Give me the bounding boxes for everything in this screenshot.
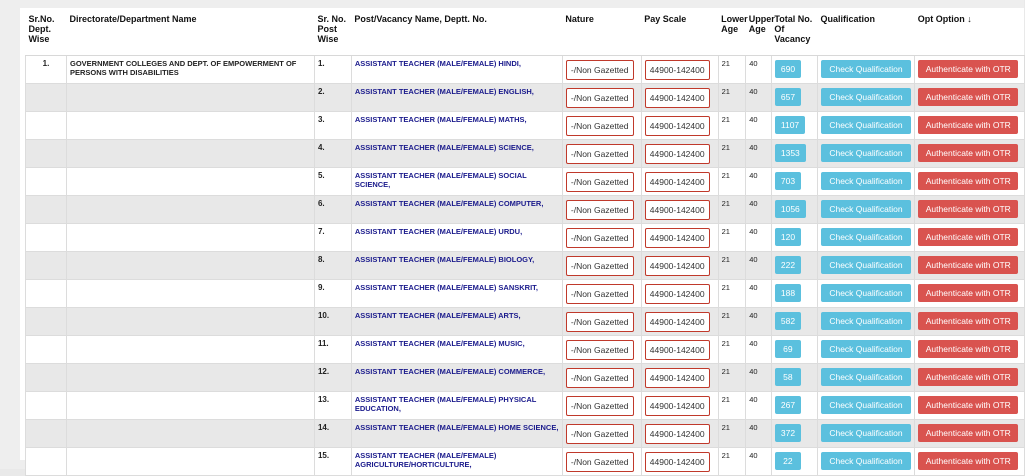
table-row	[26, 55, 1025, 83]
row-post-name: ASSISTANT TEACHER (MALE/FEMALE) SOCIAL SCIENCE,	[351, 167, 562, 195]
header-opt-option[interactable]: Opt Option ↓	[915, 11, 1025, 55]
vacancy-count-badge: 1107	[775, 116, 805, 134]
row-sr-post: 5.	[314, 167, 351, 195]
vacancy-count-badge: 372	[775, 424, 801, 442]
authenticate-otr-button[interactable]: Authenticate with OTR	[918, 144, 1018, 162]
check-qualification-button[interactable]: Check Qualification	[821, 144, 911, 162]
row-pay-scale-cell	[641, 307, 718, 335]
vacancy-count-badge: 188	[775, 284, 801, 302]
row-sr-dept	[26, 223, 67, 251]
row-upper-age: 40	[746, 447, 772, 475]
row-upper-age: 40	[746, 111, 772, 139]
row-vacancy-cell	[771, 167, 817, 195]
row-opt-cell	[915, 167, 1025, 195]
row-nature-cell	[562, 83, 641, 111]
vacancy-table-panel	[20, 8, 1024, 469]
check-qualification-button[interactable]: Check Qualification	[821, 116, 911, 134]
table-header-row	[26, 11, 1025, 55]
table-row	[26, 223, 1025, 251]
header-sr-post: Sr. No. Post Wise	[314, 11, 351, 55]
row-qualification-cell	[817, 139, 914, 167]
row-sr-post: 13.	[314, 391, 351, 419]
pay-scale-badge: 44900-142400	[645, 116, 710, 136]
row-nature-cell	[562, 279, 641, 307]
row-sr-post: 1.	[314, 55, 351, 83]
row-sr-post: 6.	[314, 195, 351, 223]
check-qualification-button[interactable]: Check Qualification	[821, 424, 911, 442]
row-qualification-cell	[817, 251, 914, 279]
nature-badge: -/Non Gazetted	[566, 368, 634, 388]
row-dept-name	[66, 363, 314, 391]
vacancy-count-badge: 657	[775, 88, 801, 106]
row-vacancy-cell	[771, 139, 817, 167]
row-opt-cell	[915, 419, 1025, 447]
row-upper-age: 40	[746, 307, 772, 335]
nature-badge: -/Non Gazetted	[566, 312, 634, 332]
row-qualification-cell	[817, 167, 914, 195]
row-opt-cell	[915, 195, 1025, 223]
pay-scale-badge: 44900-142400	[645, 256, 710, 276]
pay-scale-badge: 44900-142400	[645, 88, 710, 108]
pay-scale-badge: 44900-142400	[645, 396, 710, 416]
row-dept-name	[66, 279, 314, 307]
authenticate-otr-button[interactable]: Authenticate with OTR	[918, 228, 1018, 246]
row-upper-age: 40	[746, 139, 772, 167]
pay-scale-badge: 44900-142400	[645, 200, 710, 220]
table-row	[26, 307, 1025, 335]
row-qualification-cell	[817, 335, 914, 363]
row-pay-scale-cell	[641, 111, 718, 139]
row-post-name: ASSISTANT TEACHER (MALE/FEMALE) COMMERCE,	[351, 363, 562, 391]
row-post-name: ASSISTANT TEACHER (MALE/FEMALE) SANSKRIT,	[351, 279, 562, 307]
nature-badge: -/Non Gazetted	[566, 284, 634, 304]
row-post-name: ASSISTANT TEACHER (MALE/FEMALE) HOME SCIENCE,	[351, 419, 562, 447]
row-qualification-cell	[817, 195, 914, 223]
row-sr-dept	[26, 279, 67, 307]
row-pay-scale-cell	[641, 335, 718, 363]
row-dept-name	[66, 447, 314, 475]
row-sr-dept	[26, 139, 67, 167]
row-post-name: ASSISTANT TEACHER (MALE/FEMALE) SCIENCE,	[351, 139, 562, 167]
authenticate-otr-button[interactable]: Authenticate with OTR	[918, 396, 1018, 414]
row-sr-post: 3.	[314, 111, 351, 139]
row-sr-post: 11.	[314, 335, 351, 363]
row-sr-dept	[26, 167, 67, 195]
row-dept-name	[66, 419, 314, 447]
authenticate-otr-button[interactable]: Authenticate with OTR	[918, 60, 1018, 78]
row-pay-scale-cell	[641, 223, 718, 251]
row-vacancy-cell	[771, 307, 817, 335]
row-upper-age: 40	[746, 251, 772, 279]
row-pay-scale-cell	[641, 167, 718, 195]
row-lower-age: 21	[718, 139, 746, 167]
nature-badge: -/Non Gazetted	[566, 452, 634, 472]
row-vacancy-cell	[771, 447, 817, 475]
row-post-name: ASSISTANT TEACHER (MALE/FEMALE) PHYSICAL EDUCATION,	[351, 391, 562, 419]
row-vacancy-cell	[771, 363, 817, 391]
row-post-name: ASSISTANT TEACHER (MALE/FEMALE) ENGLISH,	[351, 83, 562, 111]
authenticate-otr-button[interactable]: Authenticate with OTR	[918, 312, 1018, 330]
row-dept-name: GOVERNMENT COLLEGES AND DEPT. OF EMPOWERMENT OF PERSONS WITH DISABILITIES	[66, 55, 314, 83]
row-opt-cell	[915, 279, 1025, 307]
row-post-name: ASSISTANT TEACHER (MALE/FEMALE) ARTS,	[351, 307, 562, 335]
row-upper-age: 40	[746, 195, 772, 223]
nature-badge: -/Non Gazetted	[566, 424, 634, 444]
row-nature-cell	[562, 335, 641, 363]
nature-badge: -/Non Gazetted	[566, 200, 634, 220]
row-qualification-cell	[817, 55, 914, 83]
row-upper-age: 40	[746, 279, 772, 307]
row-lower-age: 21	[718, 391, 746, 419]
row-dept-name	[66, 307, 314, 335]
row-upper-age: 40	[746, 167, 772, 195]
row-dept-name	[66, 83, 314, 111]
row-vacancy-cell	[771, 335, 817, 363]
row-lower-age: 21	[718, 335, 746, 363]
row-lower-age: 21	[718, 223, 746, 251]
table-body	[26, 55, 1025, 475]
row-qualification-cell	[817, 111, 914, 139]
row-upper-age: 40	[746, 335, 772, 363]
row-sr-dept	[26, 335, 67, 363]
pay-scale-badge: 44900-142400	[645, 144, 710, 164]
header-total-vacancy: Total No. Of Vacancy	[771, 11, 817, 55]
row-upper-age: 40	[746, 83, 772, 111]
pay-scale-badge: 44900-142400	[645, 60, 710, 80]
vacancy-count-badge: 69	[775, 340, 801, 358]
vacancy-count-badge: 1353	[775, 144, 806, 162]
row-sr-dept	[26, 251, 67, 279]
row-dept-name	[66, 391, 314, 419]
pay-scale-badge: 44900-142400	[645, 424, 710, 444]
row-upper-age: 40	[746, 363, 772, 391]
row-post-name: ASSISTANT TEACHER (MALE/FEMALE) URDU,	[351, 223, 562, 251]
row-vacancy-cell	[771, 251, 817, 279]
row-sr-dept	[26, 419, 67, 447]
row-post-name: ASSISTANT TEACHER (MALE/FEMALE) AGRICULTURE/HORTICULTURE,	[351, 447, 562, 475]
pay-scale-badge: 44900-142400	[645, 368, 710, 388]
row-qualification-cell	[817, 223, 914, 251]
row-nature-cell	[562, 447, 641, 475]
authenticate-otr-button[interactable]: Authenticate with OTR	[918, 284, 1018, 302]
row-nature-cell	[562, 419, 641, 447]
row-pay-scale-cell	[641, 83, 718, 111]
pay-scale-badge: 44900-142400	[645, 452, 710, 472]
check-qualification-button[interactable]: Check Qualification	[821, 368, 911, 386]
check-qualification-button[interactable]: Check Qualification	[821, 228, 911, 246]
row-lower-age: 21	[718, 167, 746, 195]
row-sr-dept	[26, 307, 67, 335]
row-upper-age: 40	[746, 419, 772, 447]
row-opt-cell	[915, 251, 1025, 279]
row-nature-cell	[562, 167, 641, 195]
row-lower-age: 21	[718, 279, 746, 307]
row-vacancy-cell	[771, 279, 817, 307]
row-pay-scale-cell	[641, 363, 718, 391]
check-qualification-button[interactable]: Check Qualification	[821, 452, 911, 470]
row-vacancy-cell	[771, 223, 817, 251]
row-nature-cell	[562, 139, 641, 167]
check-qualification-button[interactable]: Check Qualification	[821, 396, 911, 414]
row-post-name: ASSISTANT TEACHER (MALE/FEMALE) COMPUTER,	[351, 195, 562, 223]
row-opt-cell	[915, 111, 1025, 139]
pay-scale-badge: 44900-142400	[645, 340, 710, 360]
row-sr-post: 2.	[314, 83, 351, 111]
row-vacancy-cell	[771, 419, 817, 447]
row-qualification-cell	[817, 307, 914, 335]
row-dept-name	[66, 167, 314, 195]
row-pay-scale-cell	[641, 251, 718, 279]
authenticate-otr-button[interactable]: Authenticate with OTR	[918, 88, 1018, 106]
check-qualification-button[interactable]: Check Qualification	[821, 200, 911, 218]
vacancy-count-badge: 1056	[775, 200, 806, 218]
row-pay-scale-cell	[641, 279, 718, 307]
nature-badge: -/Non Gazetted	[566, 144, 634, 164]
row-opt-cell	[915, 447, 1025, 475]
vacancy-count-badge: 222	[775, 256, 801, 274]
row-qualification-cell	[817, 419, 914, 447]
header-pay-scale: Pay Scale	[641, 11, 718, 55]
vacancy-count-badge: 703	[775, 172, 801, 190]
row-qualification-cell	[817, 447, 914, 475]
row-sr-dept	[26, 447, 67, 475]
row-opt-cell	[915, 363, 1025, 391]
vacancy-table	[25, 11, 1025, 476]
row-sr-post: 7.	[314, 223, 351, 251]
table-row	[26, 447, 1025, 475]
row-opt-cell	[915, 83, 1025, 111]
row-upper-age: 40	[746, 223, 772, 251]
row-sr-dept	[26, 391, 67, 419]
table-row	[26, 363, 1025, 391]
row-qualification-cell	[817, 279, 914, 307]
table-row	[26, 335, 1025, 363]
table-row	[26, 251, 1025, 279]
header-qualification: Qualification	[817, 11, 914, 55]
authenticate-otr-button[interactable]: Authenticate with OTR	[918, 452, 1018, 470]
row-sr-dept	[26, 195, 67, 223]
authenticate-otr-button[interactable]: Authenticate with OTR	[918, 340, 1018, 358]
vacancy-count-badge: 58	[775, 368, 801, 386]
check-qualification-button[interactable]: Check Qualification	[821, 60, 911, 78]
row-pay-scale-cell	[641, 447, 718, 475]
row-vacancy-cell	[771, 195, 817, 223]
row-opt-cell	[915, 223, 1025, 251]
vacancy-count-badge: 690	[775, 60, 801, 78]
row-vacancy-cell	[771, 83, 817, 111]
row-opt-cell	[915, 307, 1025, 335]
row-pay-scale-cell	[641, 139, 718, 167]
authenticate-otr-button[interactable]: Authenticate with OTR	[918, 116, 1018, 134]
check-qualification-button[interactable]: Check Qualification	[821, 340, 911, 358]
table-row	[26, 419, 1025, 447]
row-lower-age: 21	[718, 447, 746, 475]
row-lower-age: 21	[718, 55, 746, 83]
row-sr-post: 14.	[314, 419, 351, 447]
row-upper-age: 40	[746, 55, 772, 83]
table-row	[26, 83, 1025, 111]
authenticate-otr-button[interactable]: Authenticate with OTR	[918, 424, 1018, 442]
nature-badge: -/Non Gazetted	[566, 88, 634, 108]
row-lower-age: 21	[718, 83, 746, 111]
row-lower-age: 21	[718, 111, 746, 139]
table-row	[26, 111, 1025, 139]
check-qualification-button[interactable]: Check Qualification	[821, 312, 911, 330]
authenticate-otr-button[interactable]: Authenticate with OTR	[918, 368, 1018, 386]
row-nature-cell	[562, 251, 641, 279]
pay-scale-badge: 44900-142400	[645, 172, 710, 192]
row-sr-post: 10.	[314, 307, 351, 335]
row-nature-cell	[562, 195, 641, 223]
nature-badge: -/Non Gazetted	[566, 340, 634, 360]
row-opt-cell	[915, 391, 1025, 419]
row-lower-age: 21	[718, 307, 746, 335]
row-vacancy-cell	[771, 111, 817, 139]
row-post-name: ASSISTANT TEACHER (MALE/FEMALE) HINDI,	[351, 55, 562, 83]
row-nature-cell	[562, 111, 641, 139]
row-lower-age: 21	[718, 419, 746, 447]
nature-badge: -/Non Gazetted	[566, 116, 634, 136]
table-row	[26, 279, 1025, 307]
row-opt-cell	[915, 55, 1025, 83]
pay-scale-badge: 44900-142400	[645, 312, 710, 332]
row-sr-dept	[26, 83, 67, 111]
row-dept-name	[66, 111, 314, 139]
row-pay-scale-cell	[641, 195, 718, 223]
row-lower-age: 21	[718, 195, 746, 223]
header-nature: Nature	[562, 11, 641, 55]
row-pay-scale-cell	[641, 55, 718, 83]
row-sr-post: 12.	[314, 363, 351, 391]
table-row	[26, 195, 1025, 223]
row-nature-cell	[562, 223, 641, 251]
row-sr-dept: 1.	[26, 55, 67, 83]
row-qualification-cell	[817, 391, 914, 419]
vacancy-count-badge: 267	[775, 396, 801, 414]
vacancy-count-badge: 120	[775, 228, 801, 246]
table-row	[26, 391, 1025, 419]
vacancy-count-badge: 582	[775, 312, 801, 330]
vacancy-count-badge: 22	[775, 452, 801, 470]
check-qualification-button[interactable]: Check Qualification	[821, 284, 911, 302]
row-nature-cell	[562, 363, 641, 391]
row-upper-age: 40	[746, 391, 772, 419]
authenticate-otr-button[interactable]: Authenticate with OTR	[918, 172, 1018, 190]
row-pay-scale-cell	[641, 391, 718, 419]
row-dept-name	[66, 139, 314, 167]
table-row	[26, 139, 1025, 167]
row-sr-dept	[26, 111, 67, 139]
header-post-name: Post/Vacancy Name, Deptt. No.	[351, 11, 562, 55]
row-dept-name	[66, 335, 314, 363]
header-sr-dept: Sr.No. Dept. Wise	[26, 11, 67, 55]
row-dept-name	[66, 223, 314, 251]
row-qualification-cell	[817, 363, 914, 391]
row-nature-cell	[562, 55, 641, 83]
row-post-name: ASSISTANT TEACHER (MALE/FEMALE) BIOLOGY,	[351, 251, 562, 279]
pay-scale-badge: 44900-142400	[645, 228, 710, 248]
nature-badge: -/Non Gazetted	[566, 228, 634, 248]
nature-badge: -/Non Gazetted	[566, 396, 634, 416]
row-nature-cell	[562, 391, 641, 419]
row-nature-cell	[562, 307, 641, 335]
row-post-name: ASSISTANT TEACHER (MALE/FEMALE) MATHS,	[351, 111, 562, 139]
header-upper-age: Upper Age	[746, 11, 772, 55]
nature-badge: -/Non Gazetted	[566, 60, 634, 80]
row-sr-post: 9.	[314, 279, 351, 307]
row-sr-dept	[26, 363, 67, 391]
authenticate-otr-button[interactable]: Authenticate with OTR	[918, 256, 1018, 274]
header-dept-name: Directorate/Department Name	[66, 11, 314, 55]
table-row	[26, 167, 1025, 195]
row-sr-post: 15.	[314, 447, 351, 475]
check-qualification-button[interactable]: Check Qualification	[821, 172, 911, 190]
row-pay-scale-cell	[641, 419, 718, 447]
header-lower-age: Lower Age	[718, 11, 746, 55]
authenticate-otr-button[interactable]: Authenticate with OTR	[918, 200, 1018, 218]
pay-scale-badge: 44900-142400	[645, 284, 710, 304]
row-vacancy-cell	[771, 391, 817, 419]
row-vacancy-cell	[771, 55, 817, 83]
row-lower-age: 21	[718, 251, 746, 279]
nature-badge: -/Non Gazetted	[566, 172, 634, 192]
row-dept-name	[66, 251, 314, 279]
row-lower-age: 21	[718, 363, 746, 391]
nature-badge: -/Non Gazetted	[566, 256, 634, 276]
row-opt-cell	[915, 139, 1025, 167]
row-sr-post: 8.	[314, 251, 351, 279]
row-opt-cell	[915, 335, 1025, 363]
check-qualification-button[interactable]: Check Qualification	[821, 88, 911, 106]
row-qualification-cell	[817, 83, 914, 111]
row-sr-post: 4.	[314, 139, 351, 167]
row-post-name: ASSISTANT TEACHER (MALE/FEMALE) MUSIC,	[351, 335, 562, 363]
row-dept-name	[66, 195, 314, 223]
check-qualification-button[interactable]: Check Qualification	[821, 256, 911, 274]
